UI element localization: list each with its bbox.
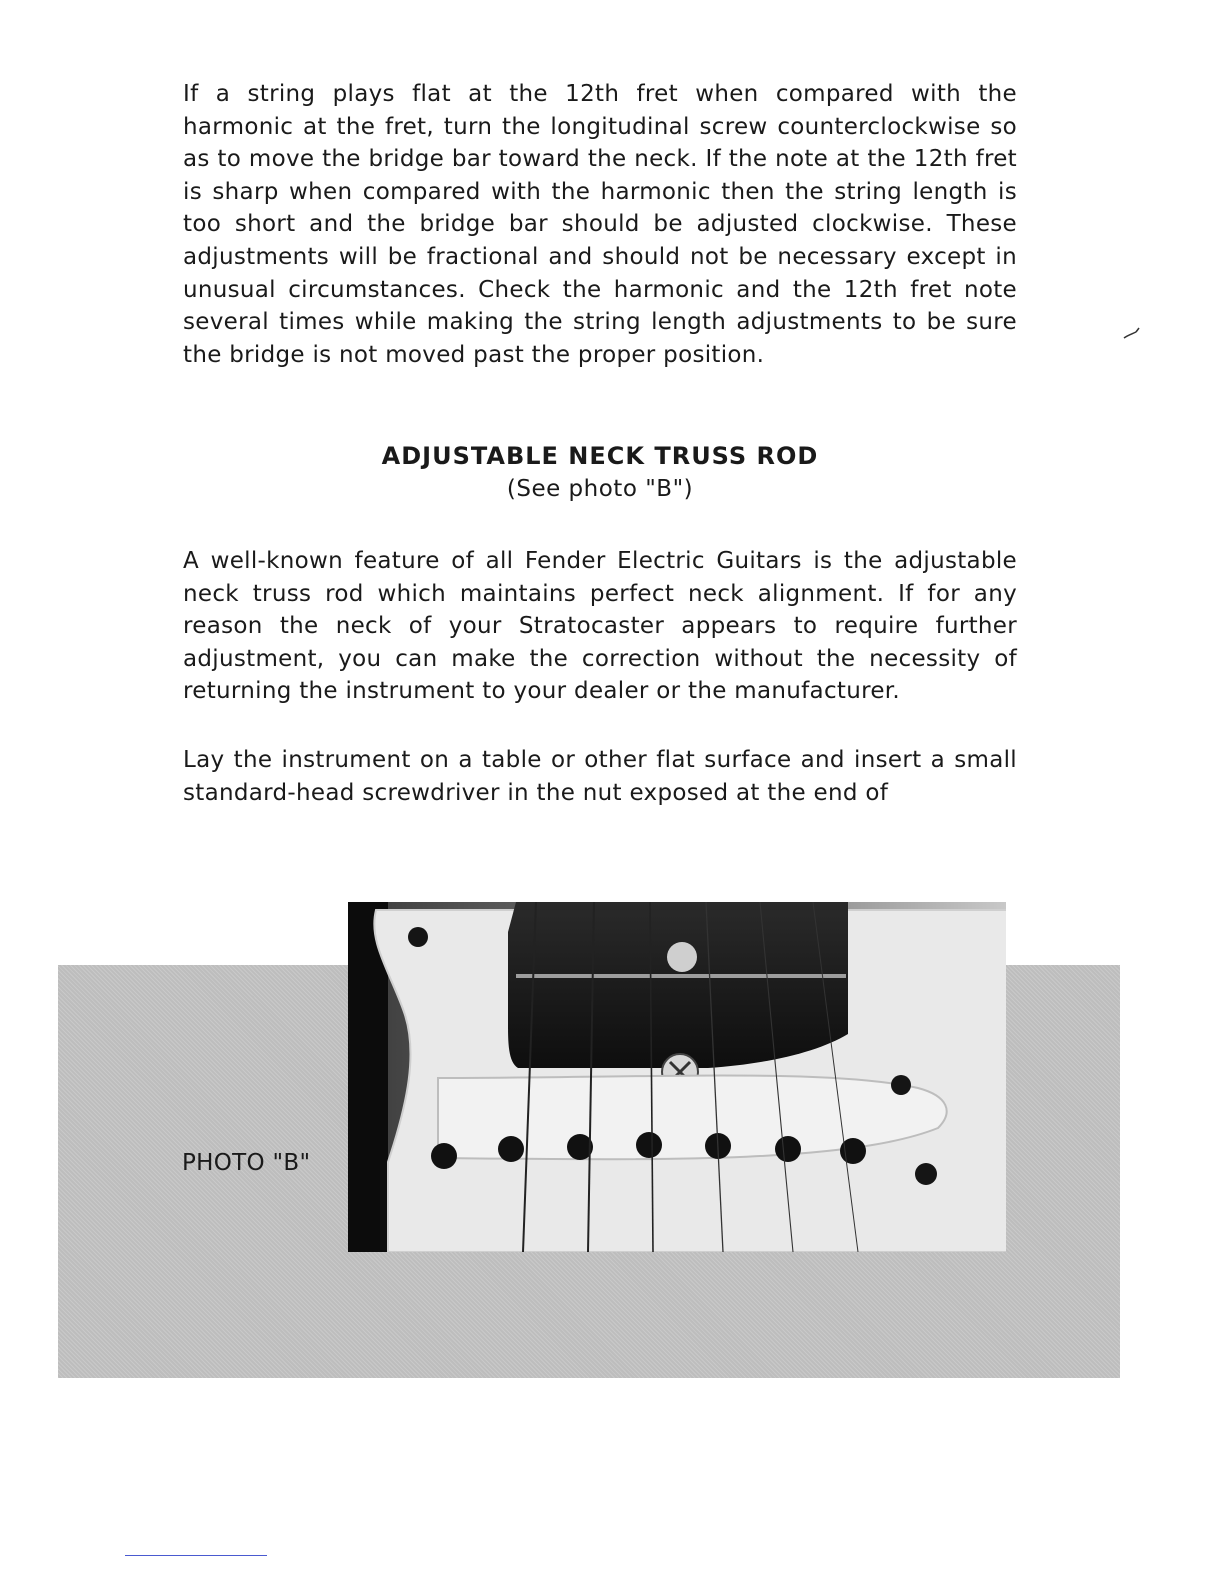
section-heading: ADJUSTABLE NECK TRUSS ROD — [381, 442, 819, 470]
section-subheading: (See photo "B") — [506, 476, 694, 502]
paragraph-string-length-adjustment: If a string plays flat at the 12th fret when compared with the harmonic at the fret, turn the longitudinal screw counterclockwise so as to move the bridge bar toward the neck. If the note at the 12th fret is sharp when compared with the harmonic then the string length is too short and the bridge bar should be adjusted clockwise. These adjustments will be fractional and should not be necessary except in unusual circumstances. Check the harmonic and the 12th fret note several times while making the string length adjustments to be sure the bridge is not moved past the proper position. — [183, 81, 1017, 368]
guitar-photo — [348, 902, 1006, 1252]
paragraph-truss-rod-instructions: Lay the instrument on a table or other flat surface and insert a small standard-head screwdriver in the nut exposed at the end of — [183, 747, 1017, 806]
footer-rule — [125, 1555, 267, 1556]
paragraph-truss-rod-intro: A well-known feature of all Fender Electric Guitars is the adjustable neck truss rod which maintains perfect neck alignment. If for any reason the neck of your Stratocaster appears to require further adjustment, you can make the correction without the necessity of returning the instrument to your dealer or the manufacturer. — [183, 548, 1017, 705]
margin-pen-mark — [1122, 326, 1142, 340]
photo-caption: PHOTO "B" — [182, 1150, 311, 1176]
